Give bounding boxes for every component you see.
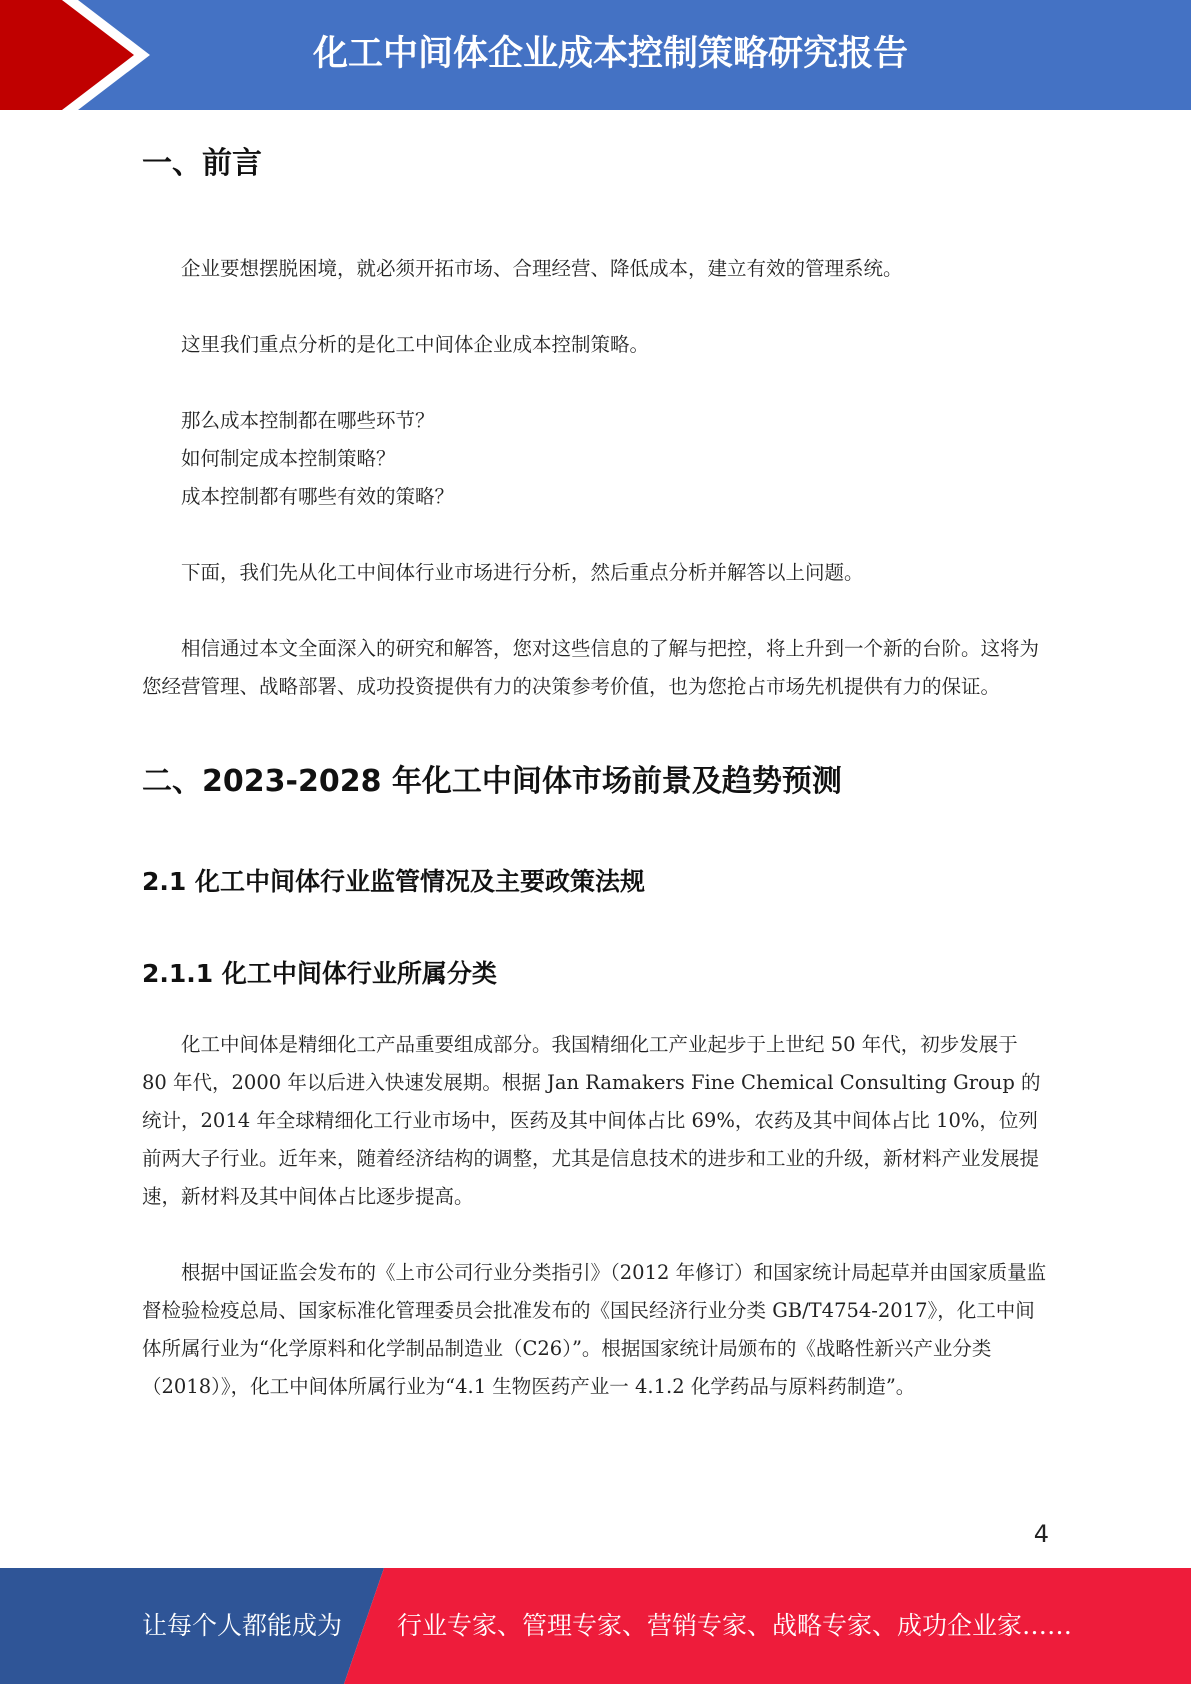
page-footer	[0, 1568, 1191, 1684]
subsubsection-heading: 2.1.1 化工中间体行业所属分类	[142, 959, 497, 988]
footer-slogan-right: 行业专家、管理专家、营销专家、战略专家、成功企业家……	[397, 1611, 1073, 1640]
paragraph: 相信通过本文全面深入的研究和解答，您对这些信息的了解与把控，将上升到一个新的台阶。这将为您经营管理、战略部署、成功投资提供有力的决策参考价值，也为您抢占市场先机提供有力的保证。	[142, 637, 1040, 698]
page-number: 4	[1033, 1520, 1049, 1548]
report-title: 化工中间体企业成本控制策略研究报告	[312, 34, 908, 74]
page-content	[142, 138, 1047, 1406]
question-line: 成本控制都有哪些有效的策略？	[181, 485, 455, 508]
paragraph: 根据中国证监会发布的《上市公司行业分类指引》（2012 年修订）和国家统计局起草并由国家质量监督检验检疫总局、国家标准化管理委员会批准发布的《国民经济行业分类 GB/T4754-2017》，化工中间体所属行业为“化学原料和化学制品制造业（C26）”。根据国家统计局颁布的《战略性新兴产业分类（2018）》，化工中间体所属行业为“4.1 生物医药产业一 4.1.2 化学药品与原料药制造”。	[142, 1261, 1047, 1398]
section-heading-preface: 一、前言	[142, 146, 262, 181]
paragraph: 下面，我们先从化工中间体行业市场进行分析，然后重点分析并解答以上问题。	[181, 561, 864, 584]
question-line: 那么成本控制都在哪些环节？	[181, 409, 435, 432]
footer-slogan-left: 让每个人都能成为	[142, 1611, 343, 1640]
paragraph: 企业要想摆脱困境，就必须开拓市场、合理经营、降低成本，建立有效的管理系统。	[181, 257, 903, 280]
paragraph: 化工中间体是精细化工产品重要组成部分。我国精细化工产业起步于上世纪 50 年代，初步发展于 80 年代，2000 年以后进入快速发展期。根据 Jan Ramakers Fine Chemical Consulting Group 的统计，2014 年全球精细化工行业市场中，医药及其中间体占比 69%，农药及其中间体占比 10%，位列前两大子行业。近年来，随着经济结构的调整，尤其是信息技术的进步和工业的升级，新材料产业发展提速，新材料及其中间体占比逐步提高。	[142, 1033, 1041, 1208]
section-heading-forecast: 二、2023-2028 年化工中间体市场前景及趋势预测	[142, 764, 842, 799]
page-header	[0, 0, 1191, 110]
subsection-heading: 2.1 化工中间体行业监管情况及主要政策法规	[142, 867, 645, 896]
question-line: 如何制定成本控制策略？	[181, 447, 396, 470]
paragraph: 这里我们重点分析的是化工中间体企业成本控制策略。	[181, 333, 650, 356]
